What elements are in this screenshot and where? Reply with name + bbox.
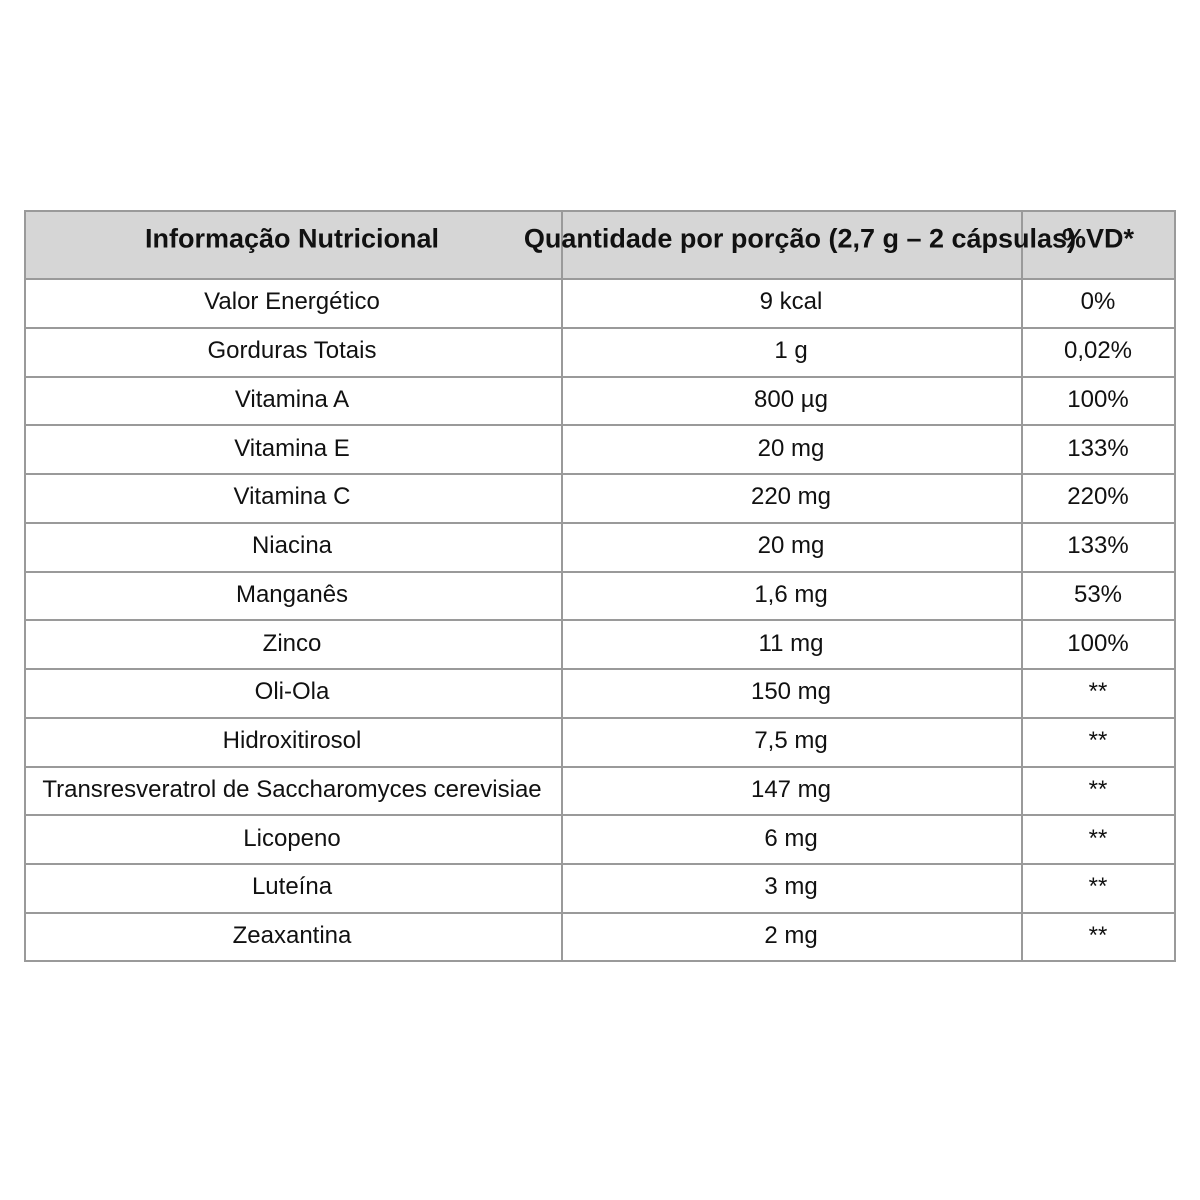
header-nutrition-info: Informação Nutricional (144, 223, 440, 254)
row-amount: 2 mg (764, 922, 818, 950)
row-divider (24, 766, 1176, 768)
row-daily-value: ** (1088, 678, 1108, 706)
row-nutrient-name: Gorduras Totais (207, 337, 377, 365)
row-nutrient-name: Valor Energético (204, 288, 380, 316)
row-daily-value: 53% (1073, 580, 1123, 608)
row-divider (24, 278, 1176, 280)
row-amount: 1 g (774, 337, 808, 365)
row-amount: 11 mg (758, 629, 824, 657)
row-nutrient-name: Licopeno (243, 824, 341, 852)
row-divider (24, 960, 1176, 962)
row-divider (24, 522, 1176, 524)
row-amount: 220 mg (750, 483, 832, 511)
row-nutrient-name: Zeaxantina (232, 922, 352, 950)
row-amount: 150 mg (750, 678, 832, 706)
row-divider (24, 571, 1176, 573)
column-divider (1021, 210, 1023, 962)
row-divider (24, 912, 1176, 914)
column-divider (24, 210, 26, 962)
row-divider (24, 814, 1176, 816)
row-daily-value: ** (1088, 727, 1108, 755)
row-nutrient-name: Manganês (235, 580, 349, 608)
row-divider (24, 717, 1176, 719)
row-daily-value: 133% (1067, 532, 1129, 560)
column-divider (1174, 210, 1176, 962)
row-daily-value: ** (1088, 873, 1108, 901)
row-nutrient-name: Transresveratrol de Saccharomyces cerevisiae (42, 775, 542, 803)
row-amount: 7,5 mg (754, 727, 828, 755)
nutrition-facts-table (24, 210, 1176, 962)
row-amount: 147 mg (750, 775, 832, 803)
row-amount: 20 mg (757, 434, 825, 462)
row-nutrient-name: Vitamina A (234, 385, 350, 413)
row-amount: 800 µg (754, 385, 828, 413)
row-nutrient-name: Zinco (262, 629, 322, 657)
row-daily-value: 0% (1080, 288, 1116, 316)
header-quantity-per-serving: Quantidade por porção (2,7 g – 2 cápsulas) (523, 223, 1077, 254)
row-daily-value: 220% (1067, 483, 1129, 511)
row-daily-value: ** (1088, 775, 1108, 803)
row-amount: 1,6 mg (754, 580, 828, 608)
row-amount: 20 mg (757, 532, 825, 560)
row-nutrient-name: Luteína (251, 873, 333, 901)
row-nutrient-name: Vitamina E (234, 434, 350, 462)
header-daily-value: %VD* (1061, 223, 1135, 254)
row-divider (24, 473, 1176, 475)
row-divider (24, 376, 1176, 378)
row-daily-value: 133% (1067, 434, 1129, 462)
row-daily-value: 0,02% (1063, 337, 1133, 365)
row-divider (24, 327, 1176, 329)
column-divider (561, 210, 563, 962)
row-amount: 9 kcal (759, 288, 823, 316)
row-daily-value: 100% (1067, 385, 1129, 413)
row-nutrient-name: Niacina (251, 532, 333, 560)
row-amount: 3 mg (764, 873, 818, 901)
row-nutrient-name: Oli-Ola (254, 678, 330, 706)
row-daily-value: ** (1088, 824, 1108, 852)
row-divider (24, 210, 1176, 212)
row-divider (24, 668, 1176, 670)
row-daily-value: 100% (1067, 629, 1129, 657)
row-divider (24, 863, 1176, 865)
row-nutrient-name: Vitamina C (233, 483, 351, 511)
row-amount: 6 mg (764, 824, 818, 852)
row-daily-value: ** (1088, 922, 1108, 950)
row-nutrient-name: Hidroxitirosol (222, 727, 362, 755)
row-divider (24, 424, 1176, 426)
row-divider (24, 619, 1176, 621)
